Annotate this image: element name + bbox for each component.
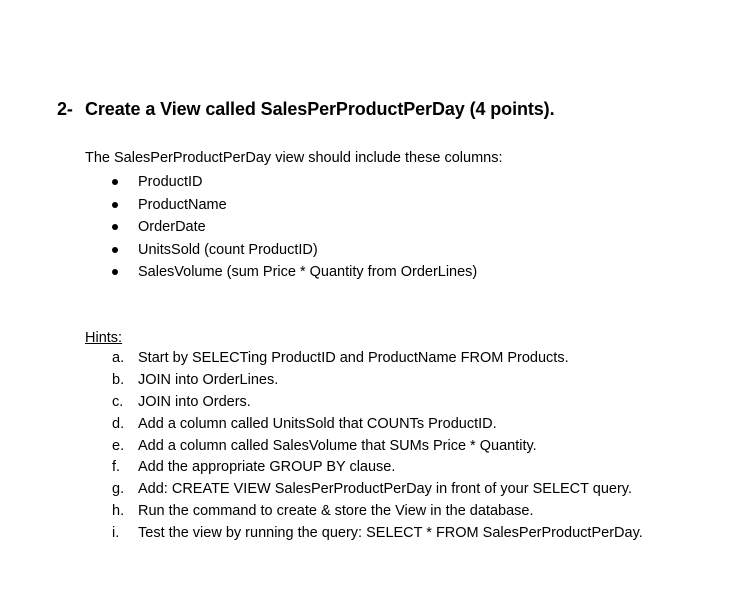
hint-marker: g. (112, 481, 125, 498)
column-name: ProductID (138, 174, 203, 190)
hint-text: Run the command to create & store the View in the database. (138, 503, 534, 520)
hint-marker: h. (112, 503, 125, 520)
hint-marker: e. (112, 437, 125, 454)
hint-marker: a. (112, 350, 125, 366)
hint-marker: c. (112, 393, 124, 410)
hint-text: Test the view by running the query: SELECT * FROM SalesPerProductPerDay. (138, 525, 643, 542)
hint-marker: i. (112, 525, 120, 542)
bullet-icon (112, 179, 118, 185)
hints-heading: Hints: (85, 330, 123, 346)
hint-text: Add the appropriate GROUP BY clause. (138, 459, 396, 476)
hint-marker: b. (112, 371, 125, 388)
hint-text: Add: CREATE VIEW SalesPerProductPerDay in front of your SELECT query. (138, 481, 633, 498)
hint-text: Start by SELECTing ProductID and ProductName FROM Products. (138, 350, 569, 366)
bullet-icon (112, 202, 118, 208)
hint-marker: f. (112, 459, 121, 476)
hint-text: Add a column called SalesVolume that SUMs Price * Quantity. (138, 437, 537, 454)
bullet-icon (112, 224, 118, 230)
hint-marker: d. (112, 415, 125, 432)
question-number: 2- (57, 99, 73, 119)
bullet-icon (112, 269, 118, 275)
column-name: SalesVolume (sum Price * Quantity from OrderLines) (138, 264, 478, 280)
column-name: OrderDate (138, 219, 206, 235)
column-name: UnitsSold (count ProductID) (138, 241, 318, 258)
column-name: ProductName (138, 196, 227, 213)
bullet-icon (112, 247, 118, 253)
hint-text: JOIN into Orders. (138, 393, 251, 410)
intro-text: The SalesPerProductPerDay view should include these columns: (85, 150, 503, 166)
question-heading (57, 99, 554, 120)
hint-text: Add a column called UnitsSold that COUNTs ProductID. (138, 415, 497, 432)
question-title: Create a View called SalesPerProductPerDay (4 points). (85, 99, 555, 119)
hint-text: JOIN into OrderLines. (138, 371, 279, 388)
